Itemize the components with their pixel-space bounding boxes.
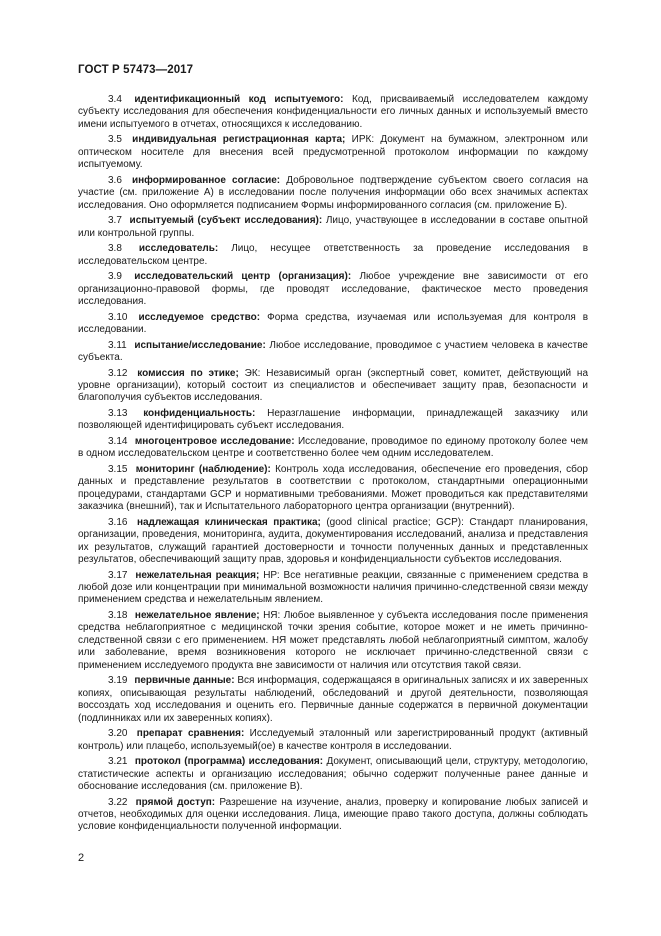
entry-term: информированное согласие: [131, 174, 281, 186]
entry-number: 3.9 [108, 271, 122, 283]
entry-term: испытуемый (субъект исследования): [129, 215, 323, 227]
entry-term: нежелательная реакция; [135, 569, 260, 581]
entry-definition: Исследование, проводимое по единому протоколу более чем в одном исследовательском центре и соответственно более чем одним исследователем. [78, 436, 589, 460]
entry-number: 3.15 [108, 464, 128, 476]
entry-definition: Документ, описывающий цели, структуру, методологию, статистические аспекты и организацию исследования; обычно содержит полученные ранее данные и обоснование исследования (см. приложение В). [78, 756, 588, 792]
entry-definition: ЭК: Независимый орган (экспертный совет, комитет, действующий на уровне организации), который состоит из специалистов и обеспечивает защиту прав, безопасности и благополучия субъектов исследования. [78, 367, 589, 404]
term-entry [78, 94, 588, 131]
entry-definition: Вся информация, содержащаяся в оригинальных записях и их заверенных копиях, описывающая результаты наблюдений, обследований и другой деятельности, позволяющая воссоздать ход исследования и оценить его. Первичные данные содержатся в первичной документации (подлинниках или их заверенных копиях). [78, 675, 588, 724]
entry-definition: Разрешение на изучение, анализ, проверку и копирование любых записей и отчетов, необходимых для оценки исследования. Лица, имеющие право такого доступа, должны соблюдать условие конфиденциальности полученной информации. [78, 796, 589, 833]
entry-definition: Исследуемый эталонный или зарегистрированный продукт (активный контроль) или плацебо, используемый(ое) в качестве контроля в исследовании. [78, 728, 589, 752]
entry-definition: НЯ: Любое выявленное у субъекта исследования после применения средства неблагоприятное с медицинской точки зрения событие, которое может и не иметь причинно-следственной связи с его применением. НЯ может представлять любой неблагоприятный симптом, жалобу или заболевание, время возникновения которого не исключает причинно-следственной связи с применением исследуемого продукта вне зависимости от наличия или отсутствия такой связи. [78, 610, 589, 671]
entry-number: 3.22 [108, 796, 128, 808]
term-entry [78, 215, 588, 240]
entry-number: 3.20 [108, 728, 128, 740]
entry-term: первичные данные: [134, 675, 235, 687]
entry-definition: НР: Все негативные реакции, связанные с применением средства в любой дозе или концентрации при минимальной возможности наличия причинно-следственной связи между применением средства и нежелательным явлением. [78, 569, 589, 606]
entry-number: 3.19 [108, 675, 128, 687]
entry-number: 3.13 [108, 408, 128, 420]
entry-definition: Код, присваиваемый исследователем каждому субъекту исследования для обеспечения конфиденциальности его личных данных и используемый вместо имени испытуемого в отчетах, относящихся к исследованию. [78, 94, 589, 130]
term-entry [78, 368, 588, 405]
entry-definition: Лицо, участвующее в исследовании в составе опытной или контрольной группы. [78, 215, 589, 239]
entry-number: 3.16 [108, 516, 128, 528]
entry-term: исследователь: [138, 243, 219, 255]
entry-number: 3.21 [108, 756, 128, 768]
document-code-header: ГОСТ Р 57473—2017 [78, 64, 194, 76]
term-entry [78, 243, 588, 268]
term-entry [78, 408, 588, 433]
entry-term: комиссия по этике; [137, 367, 239, 379]
entry-term: индивидуальная регистрационная карта; [132, 134, 346, 146]
entry-definition: Контроль хода исследования, обеспечение его проведения, сбор данных и представление результатов в соответствии с протоколом, стандартными операционными процедурами, стандартами GCP и нормативными требованиями. Может проводиться как представителями заказчика (внешний), так и Испытательного лабораторного центра организации (внутренний). [78, 464, 588, 513]
term-entry [78, 312, 588, 337]
term-entry [78, 340, 588, 365]
entry-number: 3.10 [108, 311, 128, 323]
entry-definition: Добровольное подтверждение субъектом своего согласия на участие (см. приложение А) в исследовании после получения информации обо всех значимых аспектах исследования. Оно оформляется подписанием Формы информированного согласия (см. приложение Б). [78, 174, 589, 211]
entry-number: 3.8 [108, 243, 122, 255]
entry-number: 3.18 [108, 610, 128, 622]
term-entry [78, 675, 588, 725]
entry-number: 3.11 [108, 339, 127, 351]
page-number: 2 [78, 852, 85, 864]
term-entry [78, 134, 588, 171]
term-entry [78, 175, 588, 212]
entry-term: надлежащая клиническая практика; [136, 516, 321, 528]
entry-term: конфиденциальность: [143, 408, 256, 420]
term-entry [78, 797, 588, 834]
entry-number: 3.5 [108, 134, 122, 146]
term-entry [78, 436, 588, 461]
entry-term: исследуемое средство: [138, 311, 261, 323]
entry-definition: Лицо, несущее ответственность за проведение исследования в исследовательском центре. [78, 243, 589, 267]
entry-number: 3.12 [108, 367, 128, 379]
term-entry [78, 756, 588, 793]
term-entry [78, 728, 588, 753]
entry-definition: Неразглашение информации, принадлежащей заказчику или позволяющей идентифицировать субъект исследования. [78, 408, 588, 432]
term-entry [78, 464, 588, 514]
entry-definition: (good clinical practice; GCP): Стандарт планирования, организации, проведения, мониторинга, аудита, документирования исследований, анализа и представления их результатов, служащий гарантией достоверности и точности полученных данных и представленных результатов, обеспечивающий защиту прав, здоровья и конфиденциальности субъектов исследования. [78, 516, 589, 566]
term-entry [78, 271, 588, 308]
entry-term: многоцентровое исследование: [134, 436, 295, 448]
entry-number: 3.6 [108, 174, 122, 186]
entry-number: 3.14 [108, 436, 128, 448]
term-entry [78, 570, 588, 607]
terms-list [78, 94, 588, 837]
entry-term: исследовательский центр (организация): [134, 271, 352, 283]
entry-definition: Любое учреждение вне зависимости от его организационно-правовой формы, где проводят исследование, фактическое место проведения исследования. [78, 271, 589, 308]
entry-term: испытание/исследование: [134, 339, 266, 351]
entry-term: протокол (программа) исследования: [134, 756, 324, 768]
entry-definition: ИРК: Документ на бумажном, электронном или оптическом носителе для внесения всей предусмотренной протоколом информации по каждому испытуемому. [78, 134, 589, 171]
entry-term: препарат сравнения: [136, 728, 245, 740]
term-entry [78, 517, 588, 567]
entry-term: мониторинг (наблюдение): [135, 464, 271, 476]
entry-number: 3.4 [108, 94, 122, 105]
entry-term: идентификационный код испытуемого: [134, 94, 344, 105]
entry-number: 3.7 [108, 215, 122, 227]
entry-term: прямой доступ: [135, 796, 216, 808]
entry-term: нежелательное явление; [134, 610, 260, 622]
entry-definition: Форма средства, изучаемая или используемая для контроля в исследовании. [78, 311, 589, 336]
entry-number: 3.17 [108, 569, 128, 581]
entry-definition: Любое исследование, проводимое с участием человека в качестве субъекта. [78, 339, 588, 364]
term-entry [78, 610, 588, 672]
